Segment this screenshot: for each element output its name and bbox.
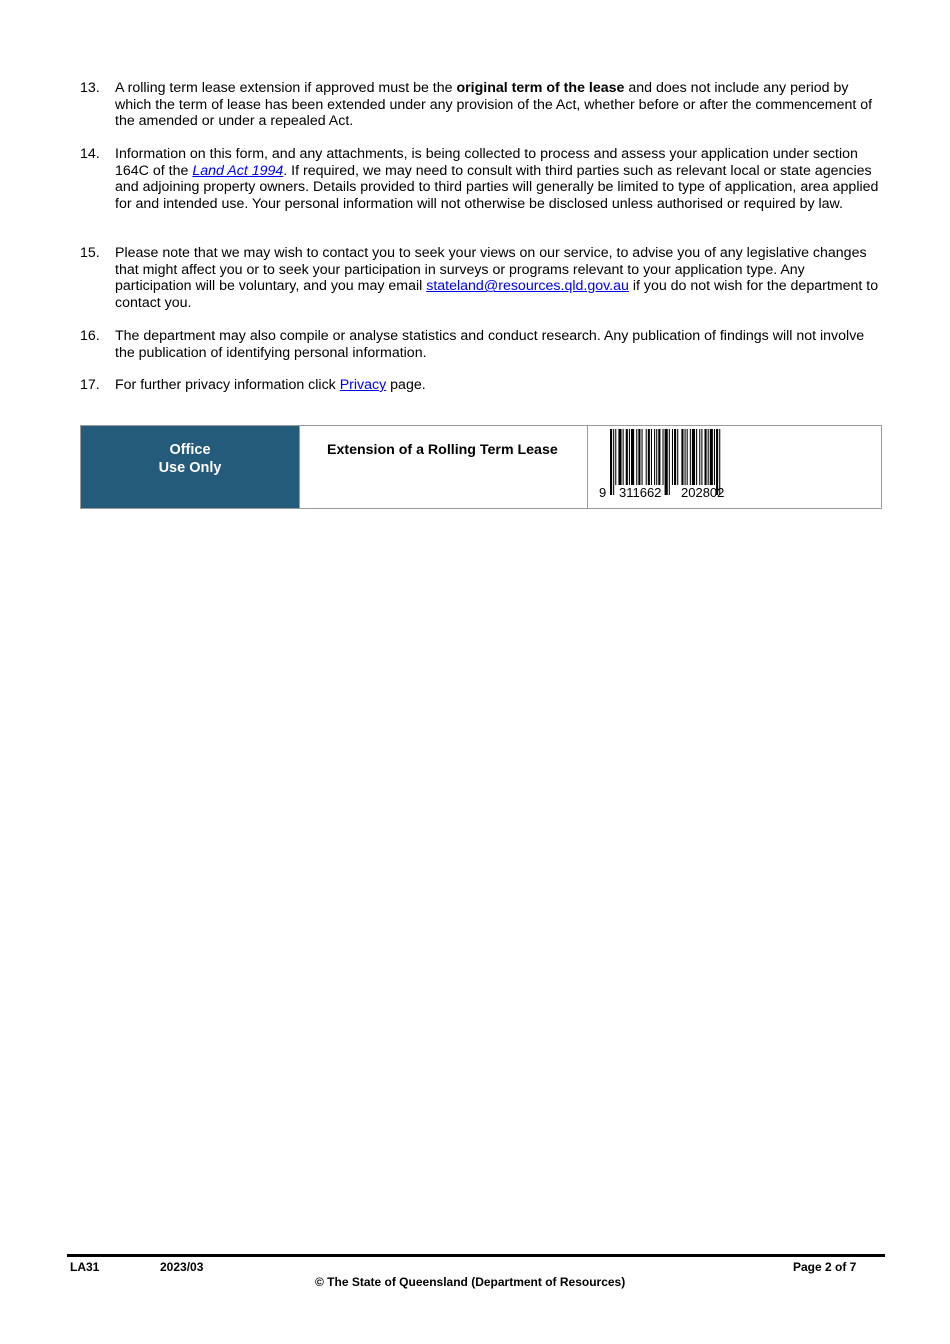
barcode-bar xyxy=(642,429,643,485)
barcode-bar xyxy=(615,429,616,485)
barcode-cell xyxy=(588,426,881,508)
list-item-17 xyxy=(80,377,880,394)
barcode-bar xyxy=(613,429,614,495)
item-text-part: Please note that we may wish to contact you to seek your views on our service, to advise you of any legislative changes that might affect you or to seek your participation in surveys or programs relevant to your application type. Any participation will be voluntary, and you may email xyxy=(115,245,867,295)
item-number: 14. xyxy=(80,146,100,162)
item-bold-text: original term of the lease xyxy=(456,80,625,96)
item-text: The department may also compile or analyse statistics and conduct research. Any publication of findings will not involve the publication of identifying personal information. xyxy=(115,328,865,361)
barcode-digits-group1: 311662 xyxy=(619,485,662,500)
list-item-16 xyxy=(80,328,880,361)
barcode-bar xyxy=(674,429,676,485)
item-text-part: page. xyxy=(386,377,426,393)
barcode-bar xyxy=(690,429,691,485)
office-label-line2: Use Only xyxy=(158,460,222,476)
privacy-link[interactable]: Privacy xyxy=(339,377,387,393)
barcode-bar xyxy=(708,429,709,485)
barcode xyxy=(598,429,758,501)
email-link[interactable]: stateland@resources.qld.gov.au xyxy=(426,278,629,295)
item-number: 13. xyxy=(80,80,100,96)
barcode-bar xyxy=(714,429,715,485)
footer-form-code: LA31 xyxy=(70,1260,100,1274)
barcode-bar xyxy=(699,429,700,485)
office-use-table xyxy=(80,425,882,509)
item-number: 15. xyxy=(80,245,100,261)
item-text-part: Information on this form, and any attachments, is being collected to process and assess your application under section 164C of the xyxy=(115,146,858,179)
barcode-bar xyxy=(685,429,686,485)
barcode-bar xyxy=(629,429,630,485)
barcode-bar xyxy=(618,429,621,485)
form-title: Extension of a Rolling Term Lease xyxy=(299,426,588,508)
item-text xyxy=(115,377,880,394)
item-text-part: and does not include any period by which the term of lease has been extended under any provision of the Act, whether before or after the commencement of the amended or under a repealed Act. xyxy=(115,80,873,130)
barcode-bar xyxy=(631,429,634,485)
footer-page-number: Page 2 of 7 xyxy=(793,1260,857,1274)
barcode-bar xyxy=(658,429,660,485)
barcode-bar xyxy=(646,429,647,485)
barcode-bar xyxy=(672,429,673,485)
item-text xyxy=(115,80,880,130)
barcode-bar xyxy=(638,429,640,485)
barcode-bar xyxy=(656,429,657,485)
list-item-13 xyxy=(80,80,880,130)
barcode-bar xyxy=(626,429,628,485)
item-text-part: if you do not wish for the department to contact you. xyxy=(115,278,879,311)
barcode-bar xyxy=(710,429,713,485)
list-item-14 xyxy=(80,146,880,212)
item-text xyxy=(115,245,880,311)
item-number: 17. xyxy=(80,377,100,393)
barcode-bar xyxy=(623,429,624,485)
footer-copyright: © The State of Queensland (Department of Resources) xyxy=(315,1275,626,1289)
barcode-bar xyxy=(636,429,637,485)
land-act-link[interactable]: Land Act 1994 xyxy=(192,162,284,179)
barcode-bar xyxy=(665,429,668,495)
item-text-part: For further privacy information click xyxy=(115,377,340,393)
item-text xyxy=(115,146,880,212)
barcode-bar xyxy=(669,429,670,495)
barcode-bar xyxy=(696,429,697,485)
item-text-part: . If required, we may need to consult with third parties such as relevant local or state agencies and adjoining property owners. Details provided to third parties will generally be limited to type of application, area applied for and intended use. Your personal information will not otherwise be disclosed unless authorised or required by law. xyxy=(115,162,879,212)
barcode-digit-left: 9 xyxy=(599,485,607,500)
barcode-bar xyxy=(692,429,695,485)
barcode-bar xyxy=(648,429,650,485)
office-label-line1: Office xyxy=(169,442,211,458)
barcode-bar xyxy=(610,429,612,495)
footer-version: 2023/03 xyxy=(160,1260,204,1274)
barcode-bar xyxy=(677,429,678,485)
barcode-bar xyxy=(681,429,683,485)
barcode-bar xyxy=(687,429,688,485)
footer-divider xyxy=(67,1254,885,1257)
barcode-bar xyxy=(651,429,652,485)
office-use-label xyxy=(81,426,299,508)
barcode-bar xyxy=(654,429,655,485)
item-number: 16. xyxy=(80,328,100,344)
barcode-digits-group2: 202802 xyxy=(681,485,725,500)
barcode-bar xyxy=(663,429,664,485)
list-item-15 xyxy=(80,245,880,311)
barcode-bar xyxy=(701,429,702,485)
item-text-part: A rolling term lease extension if approved must be the xyxy=(115,80,457,96)
barcode-bar xyxy=(705,429,707,485)
